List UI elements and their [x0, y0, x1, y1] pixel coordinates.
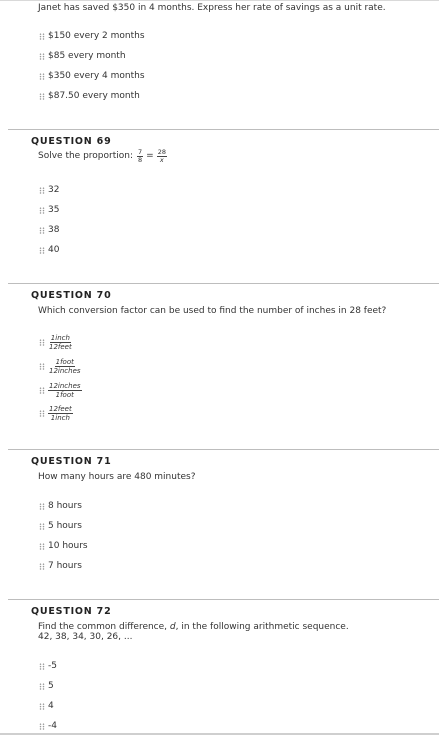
- drag-handle-icon[interactable]: [39, 362, 45, 371]
- q69-option-1[interactable]: 32: [39, 185, 59, 195]
- q68-option-3[interactable]: $350 every 4 months: [39, 71, 145, 81]
- drag-handle-icon[interactable]: [39, 722, 45, 731]
- q71-option-4[interactable]: 7 hours: [39, 561, 82, 571]
- q72-option-2[interactable]: 5: [39, 681, 54, 691]
- drag-handle-icon[interactable]: [39, 338, 45, 347]
- question-72-sequence: 42, 38, 34, 30, 26, ...: [38, 632, 133, 642]
- drag-handle-icon[interactable]: [39, 522, 45, 531]
- drag-handle-icon[interactable]: [39, 226, 45, 235]
- drag-handle-icon[interactable]: [39, 206, 45, 215]
- drag-handle-icon[interactable]: [39, 32, 45, 41]
- drag-handle-icon[interactable]: [39, 662, 45, 671]
- drag-handle-icon[interactable]: [39, 186, 45, 195]
- question-divider: [8, 599, 439, 600]
- question-71-title: QUESTION 71: [31, 456, 112, 467]
- question-72-title: QUESTION 72: [31, 606, 112, 617]
- drag-handle-icon[interactable]: [39, 386, 45, 395]
- question-72-prompt: Find the common difference, d, in the following arithmetic sequence.: [38, 622, 349, 632]
- drag-handle-icon[interactable]: [39, 72, 45, 81]
- q71-option-1[interactable]: 8 hours: [39, 501, 82, 511]
- q71-option-3[interactable]: 10 hours: [39, 541, 88, 551]
- q71-option-2[interactable]: 5 hours: [39, 521, 82, 531]
- question-70-title: QUESTION 70: [31, 290, 112, 301]
- q68-option-2[interactable]: $85 every month: [39, 51, 126, 61]
- q70-option-2[interactable]: $\frac{\text{1foot}}{\text{12inches}}$: [39, 358, 82, 375]
- question-69-prompt: Solve the proportion: $\frac{7}{8}$ = $\frac{28}{x}$: [38, 148, 166, 164]
- top-border: [0, 0, 439, 1]
- lhs-fraction: $\frac{7}{8}$: [138, 148, 143, 164]
- q70-option-4[interactable]: $\frac{\text{12feet}}{\text{1inch}}$: [39, 405, 73, 422]
- drag-handle-icon[interactable]: [39, 52, 45, 61]
- drag-handle-icon[interactable]: [39, 702, 45, 711]
- q69-option-2[interactable]: 35: [39, 205, 59, 215]
- rhs-fraction: $\frac{28}{x}$: [157, 148, 166, 164]
- q70-option-3[interactable]: $\frac{\text{12inches}}{\text{1foot}}$: [39, 382, 82, 399]
- question-70-prompt: Which conversion factor can be used to find the number of inches in 28 feet?: [38, 306, 387, 316]
- drag-handle-icon[interactable]: [39, 682, 45, 691]
- question-68-prompt: Janet has saved $350 in 4 months. Express her rate of savings as a unit rate.: [38, 3, 386, 13]
- drag-handle-icon[interactable]: [39, 502, 45, 511]
- q72-option-4[interactable]: -4: [39, 721, 57, 731]
- question-71-prompt: How many hours are 480 minutes?: [38, 472, 196, 482]
- q70-option-1[interactable]: $\frac{\text{1inch}}{\text{12feet}}$: [39, 334, 73, 351]
- q69-option-3[interactable]: 38: [39, 225, 59, 235]
- q68-option-1[interactable]: $150 every 2 months: [39, 31, 145, 41]
- drag-handle-icon[interactable]: [39, 562, 45, 571]
- question-69-title: QUESTION 69: [31, 136, 112, 147]
- q69-option-4[interactable]: 40: [39, 245, 59, 255]
- drag-handle-icon[interactable]: [39, 542, 45, 551]
- question-divider: [8, 449, 439, 450]
- drag-handle-icon[interactable]: [39, 92, 45, 101]
- question-divider: [8, 283, 439, 284]
- drag-handle-icon[interactable]: [39, 246, 45, 255]
- q72-option-1[interactable]: -5: [39, 661, 57, 671]
- q68-option-4[interactable]: $87.50 every month: [39, 91, 140, 101]
- q72-option-3[interactable]: 4: [39, 701, 54, 711]
- drag-handle-icon[interactable]: [39, 409, 45, 418]
- question-divider: [8, 129, 439, 130]
